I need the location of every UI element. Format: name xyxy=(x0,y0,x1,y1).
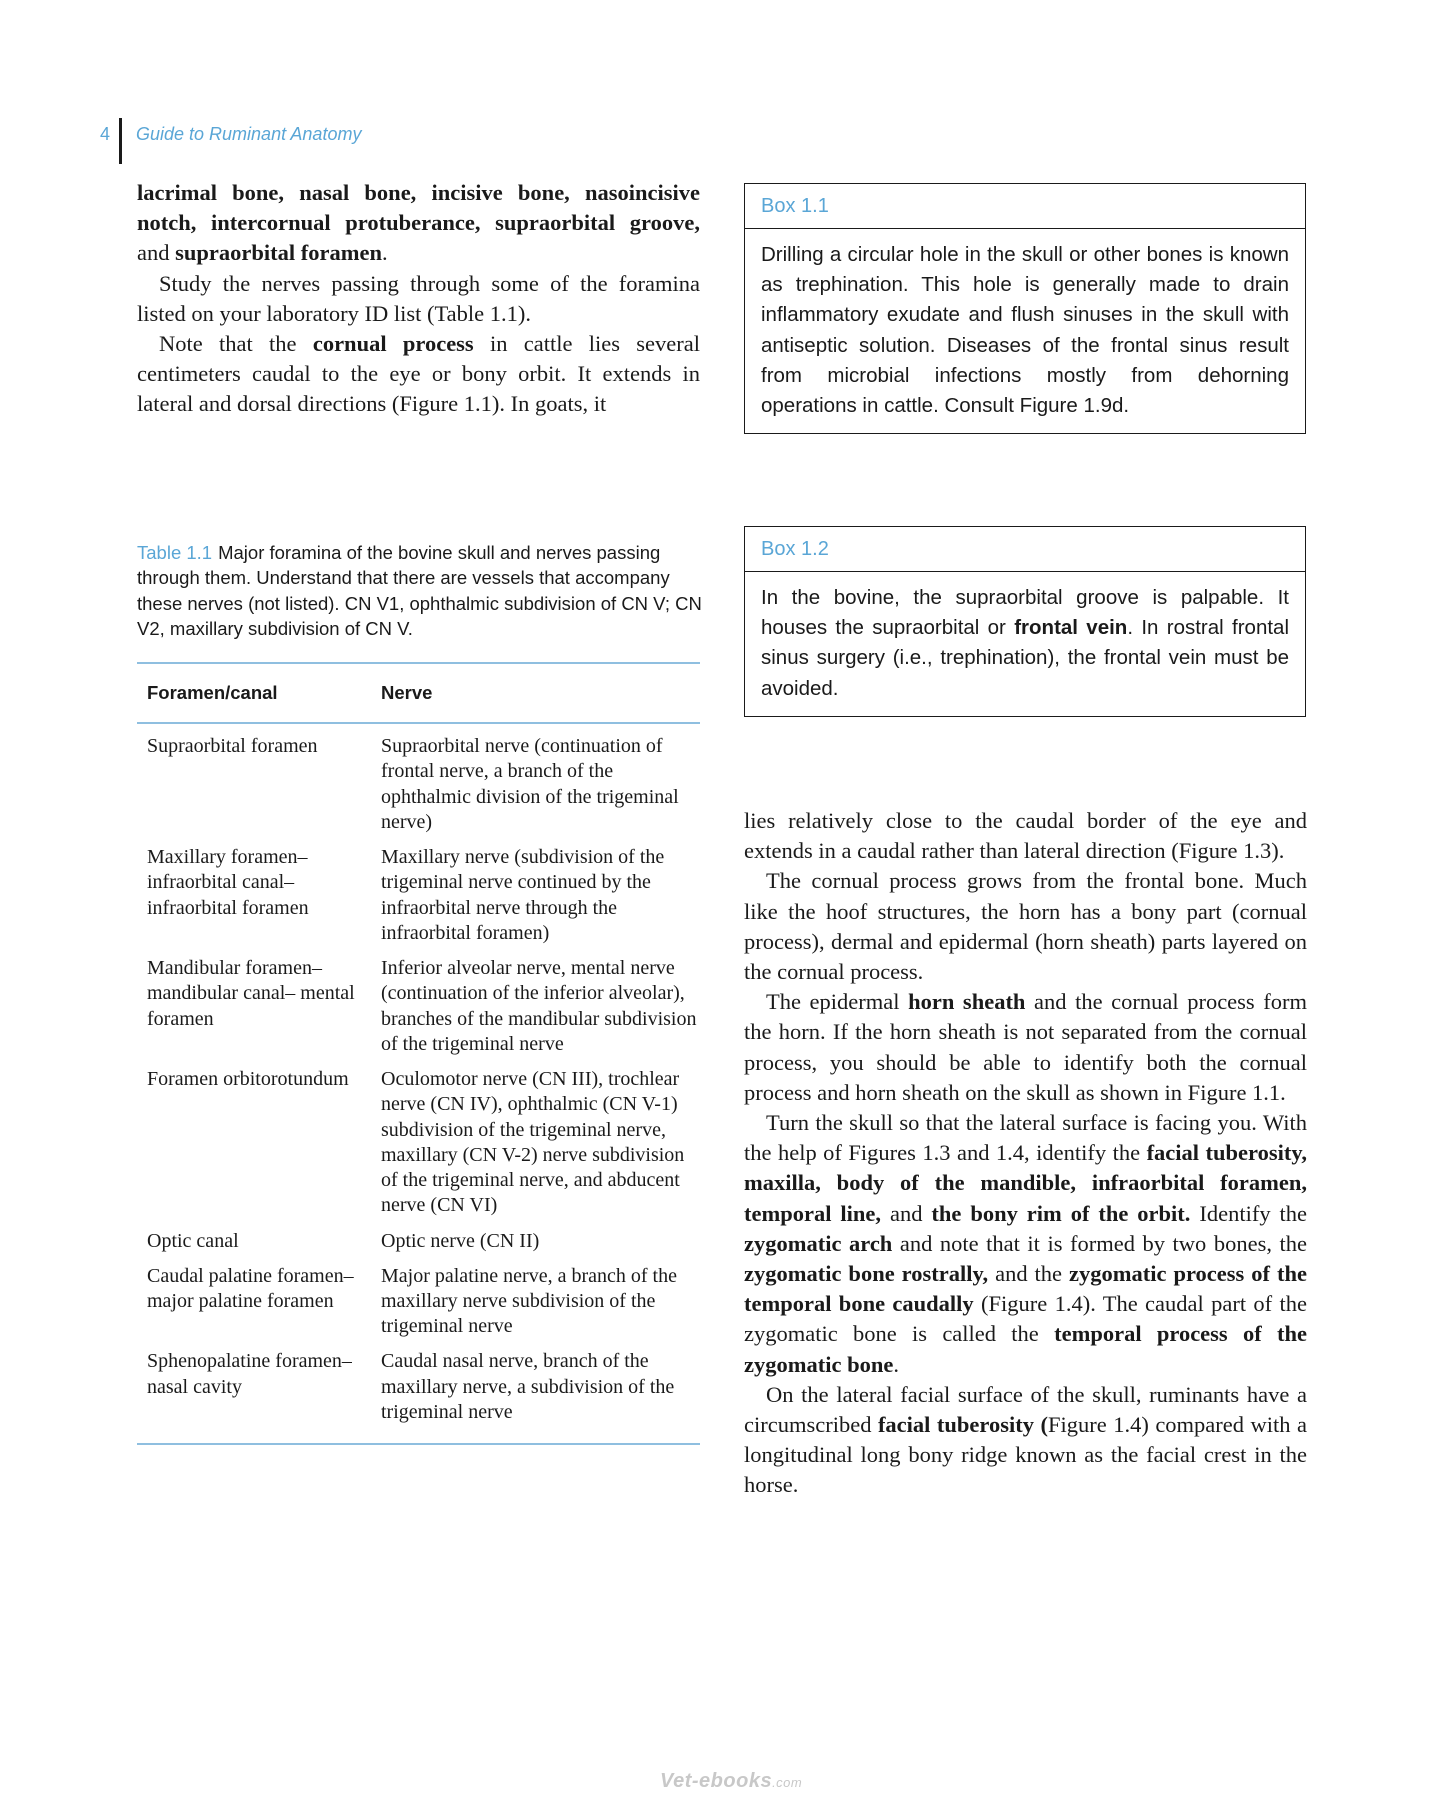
right-paragraph-3 xyxy=(744,987,1307,1108)
text-run: and note that it is formed by two bones, the xyxy=(892,1230,1307,1256)
table-cell-foramen: Sphenopalatine foramen–nasal cavity xyxy=(147,1350,352,1398)
text-run: Identify the xyxy=(1190,1200,1307,1226)
table-body xyxy=(137,724,700,1443)
running-title: Guide to Ruminant Anatomy xyxy=(136,124,362,144)
left-column-text xyxy=(137,178,700,420)
text-run: in cattle lies several centimeters caudal to the eye or bony orbit. It extends in lateral and dorsal directions (Figure 1.1). In goats, it xyxy=(137,331,701,417)
header-rule xyxy=(119,118,122,164)
right-paragraph-5 xyxy=(744,1380,1307,1501)
left-paragraph-2: Study the nerves passing through some of the foramina listed on your laboratory ID list (Table 1.1). xyxy=(137,270,700,326)
table-row xyxy=(137,734,700,835)
bold-term: temporal process of the zygomatic bone xyxy=(744,1321,1307,1377)
table-row xyxy=(137,845,700,946)
bold-term: zygomatic arch xyxy=(744,1230,893,1256)
bold-term: supraorbital foramen xyxy=(175,240,382,266)
table-caption-text: Major foramina of the bovine skull and nerves passing through them. Understand that there are vessels that accompany these nerves (not listed). CN V1, ophthalmic subdivision of CN V; CN V2, maxillary subdivision of CN V. xyxy=(137,542,702,639)
text-run: Figure 1.4) compared with a longitudinal long bony ridge known as the facial crest in the horse. xyxy=(744,1412,1307,1498)
foramina-table xyxy=(137,662,700,1445)
bold-term: frontal vein xyxy=(1014,616,1128,640)
box-body xyxy=(745,572,1305,716)
bold-term: lacrimal bone, nasal bone, incisive bone, nasoincisive notch, intercornual protuberance, supraorbital groove, xyxy=(137,180,700,236)
bold-term: facial tuberosity, maxilla, body of the mandible, infraorbital foramen, temporal line, xyxy=(744,1140,1307,1226)
box-body: Drilling a circular hole in the skull or other bones is known as trephination. This hole is generally made to drain inflammatory exudate and flush sinuses in the skull with antiseptic solution. Diseases of the frontal sinus result from microbial infections mostly from dehorning operations in cattle. Consult Figure 1.9d. xyxy=(761,243,1289,418)
table-caption xyxy=(137,540,707,641)
text-run: (Figure 1.4). The caudal part of the zygomatic bone is called the xyxy=(744,1291,1307,1347)
text-run: On the lateral facial surface of the skull, ruminants have a circumscribed xyxy=(744,1381,1307,1438)
table-cell-foramen: Caudal palatine foramen–major palatine foramen xyxy=(147,1264,354,1312)
watermark-text: Vet-ebooks xyxy=(660,1770,773,1792)
bold-term: zygomatic process of the temporal bone caudally xyxy=(744,1261,1307,1317)
box-1-2 xyxy=(744,526,1306,717)
text-run: and xyxy=(881,1200,932,1226)
right-paragraph-1: lies relatively close to the caudal border of the eye and extends in a caudal rather than lateral direction (Figure 1.3). xyxy=(744,808,1307,864)
text-run: In the bovine, the supraorbital groove is palpable. It houses the supraorbital or xyxy=(761,586,1289,640)
box-title: Box 1.2 xyxy=(745,527,1305,572)
table-row xyxy=(137,1229,700,1254)
page-number: 4 xyxy=(100,124,111,144)
table-cell-foramen: Foramen orbitorotundum xyxy=(147,1067,349,1090)
watermark-suffix: .com xyxy=(772,1775,803,1790)
table-label: Table 1.1 xyxy=(137,542,213,563)
box-1-1 xyxy=(744,183,1306,434)
table-bottom-rule xyxy=(137,1443,700,1445)
table-row xyxy=(137,1349,700,1425)
bold-term: cornual process xyxy=(312,331,474,357)
right-paragraph-2: The cornual process grows from the frontal bone. Much like the hoof structures, the horn has a bony part (cornual process), dermal and epidermal (horn sheath) parts layered on the cornual process. xyxy=(744,868,1307,985)
table-row xyxy=(137,1067,700,1219)
text-run: and xyxy=(137,240,176,266)
table-cell-foramen: Maxillary foramen– infraorbital canal– infraorbital foramen xyxy=(147,845,309,919)
table-header-row xyxy=(137,664,700,722)
left-paragraph-1 xyxy=(137,178,700,269)
table-cell-nerve: Maxillary nerve (subdivision of the trigeminal nerve continued by the infraorbital nerve through the infraorbital foramen) xyxy=(381,845,665,944)
text-run: Note that the xyxy=(159,331,313,357)
text-run: . xyxy=(893,1351,899,1377)
left-paragraph-3 xyxy=(137,329,700,420)
right-paragraph-4 xyxy=(744,1108,1307,1380)
table-cell-nerve: Oculomotor nerve (CN III), trochlear nerve (CN IV), ophthalmic (CN V-1) subdivision of the trigeminal nerve, maxillary (CN V-2) nerve subdivision of the trigeminal nerve, and abducent nerve (CN VI) xyxy=(381,1067,685,1217)
text-run: and the xyxy=(988,1261,1070,1287)
text-run: . In rostral frontal sinus surgery (i.e., trephination), the frontal vein must be avoided. xyxy=(761,616,1289,700)
table-cell-foramen: Supraorbital foramen xyxy=(147,735,318,757)
table-cell-nerve: Optic nerve (CN II) xyxy=(381,1229,540,1252)
watermark xyxy=(660,1770,802,1793)
right-column-text xyxy=(744,806,1307,1501)
box-title: Box 1.1 xyxy=(745,184,1305,229)
table-cell-foramen: Optic canal xyxy=(147,1229,239,1252)
table-cell-nerve: Caudal nasal nerve, branch of the maxillary nerve, a subdivision of the trigeminal nerve xyxy=(381,1350,675,1423)
bold-term: facial tuberosity ( xyxy=(877,1412,1048,1438)
text-run: . xyxy=(382,240,388,266)
column-header-foramen: Foramen/canal xyxy=(147,682,278,703)
table-cell-nerve: Major palatine nerve, a branch of the maxillary nerve subdivision of the trigeminal nerve xyxy=(381,1264,677,1338)
text-run: Turn the skull so that the lateral surface is facing you. With the help of Figures 1.3 and 1.4, identify the xyxy=(744,1110,1307,1166)
text-run: The epidermal xyxy=(766,989,909,1015)
table-cell-nerve: Inferior alveolar nerve, mental nerve (continuation of the inferior alveolar), branches of the mandibular subdivision of the trigeminal nerve xyxy=(381,956,697,1055)
table-row xyxy=(137,956,700,1057)
text-run: and the cornual process form the horn. If the horn sheath is not separated from the cornual process, you should be able to identify both the cornual process and horn sheath on the skull as shown in Figure 1.1. xyxy=(744,989,1307,1105)
table-row xyxy=(137,1264,700,1340)
column-header-nerve: Nerve xyxy=(381,682,433,703)
bold-term: zygomatic bone rostrally, xyxy=(744,1261,989,1287)
table-cell-foramen: Mandibular foramen– mandibular canal– mental foramen xyxy=(147,956,355,1030)
table-cell-nerve: Supraorbital nerve (continuation of frontal nerve, a branch of the ophthalmic division of the trigeminal nerve) xyxy=(381,735,679,833)
bold-term: horn sheath xyxy=(908,989,1026,1015)
bold-term: the bony rim of the orbit. xyxy=(931,1200,1191,1226)
